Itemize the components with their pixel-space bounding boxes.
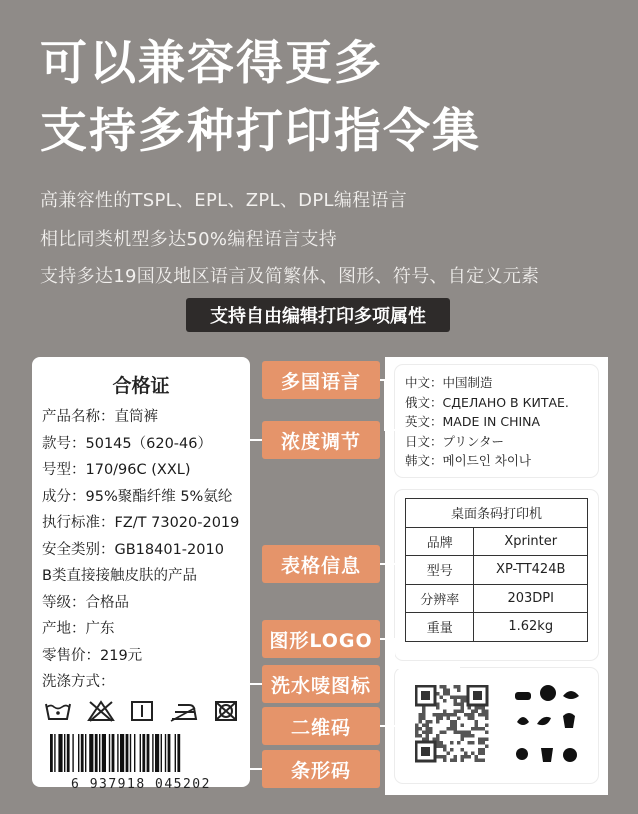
barcode-bar [54,734,55,772]
spec-label: 分辨率 [406,584,474,613]
qr-module [443,689,447,693]
headline-line1: 可以兼容得更多 [40,36,383,91]
qr-module [471,752,475,756]
qr-module [443,685,447,689]
qr-module [426,724,430,728]
qr-module [482,741,486,745]
spec-value: Xprinter [474,527,588,556]
qr-module [475,706,479,710]
qr-module [457,696,461,700]
qr-module [454,724,458,728]
headline-line2: 支持多种打印指令集 [40,104,481,159]
qr-module [482,713,486,717]
qr-module [461,738,465,742]
spec-value: XP-TT424B [474,556,588,585]
wash-tub-icon [44,700,72,722]
qr-module [454,727,458,731]
barcode-bar [64,734,65,772]
qr-module [440,755,444,759]
spec-table-card [395,490,598,660]
qr-module [461,734,465,738]
tumble-dry-icon [130,700,154,722]
qr-module [440,741,444,745]
qr-module [436,755,440,759]
barcode-bar [177,734,180,772]
qr-module [457,710,461,714]
cert-row-style: 款号：50145（620-46） [42,435,212,452]
qr-module [461,696,465,700]
qr-module [415,731,419,735]
qr-module [422,724,426,728]
language-card [395,365,598,477]
qr-module [468,734,472,738]
logo-panel [385,665,608,795]
qr-module [457,731,461,735]
qr-module [475,755,479,759]
spec-table-title: 桌面条码打印机 [406,499,588,528]
qr-module [454,731,458,735]
cert-row-composition: 成分：95%聚酯纤维 5%氨纶 [42,488,233,505]
qr-module [447,689,451,693]
qr-module [422,717,426,721]
qr-module [464,713,468,717]
qr-module [415,724,419,728]
qr-module [426,734,430,738]
lang-korean: 韩文：메이드인 차이나 [405,453,531,468]
qr-module [478,727,482,731]
qr-module [471,717,475,721]
qr-module [447,717,451,721]
qr-module [482,710,486,714]
qr-module [485,745,489,749]
spec-label: 重量 [406,613,474,642]
qr-module [433,738,437,742]
qr-module [422,713,426,717]
barcode-bar [50,734,53,772]
qr-module [468,717,472,721]
qr-module [443,710,447,714]
barcode-bar [112,734,115,772]
table-row [406,499,588,528]
qr-module [485,717,489,721]
qr-module [450,713,454,717]
table-row [406,556,588,585]
qr-module [457,741,461,745]
barcode-bar [95,734,98,772]
barcode-bar [109,734,110,772]
barcode-bar [85,734,86,772]
tag-care: 洗水唛图标 [262,665,380,703]
barcode-bar [152,734,153,772]
qr-module [454,710,458,714]
lang-russian: 俄文：СДЕЛАНО В КИТАЕ. [405,394,569,410]
qr-module [471,741,475,745]
qr-module [447,752,451,756]
qr-module [443,699,447,703]
qr-module [443,692,447,696]
cert-row-name: 产品名称：直筒裤 [42,409,158,425]
qr-module [461,755,465,759]
qr-module [426,738,430,742]
qr-module [426,727,430,731]
qr-module [447,727,451,731]
language-panel [385,357,608,482]
qr-finder-center [421,691,430,700]
qr-module [457,703,461,707]
qr-module [464,752,468,756]
food-icons-graphic [513,682,585,772]
barcode-bar [81,734,84,772]
qr-module [475,727,479,731]
qr-module [440,713,444,717]
barcode-bar [161,734,162,772]
tag-qrcode: 二维码 [262,707,380,745]
care-icons-row [42,700,240,722]
qr-module [461,731,465,735]
qr-module [450,759,454,763]
barcode-bar [72,734,73,772]
barcode-bar [120,734,124,772]
qr-module [461,706,465,710]
qr-module [478,748,482,752]
qr-module [440,717,444,721]
barcode [42,734,240,792]
qr-module [482,752,486,756]
barcode-bar [117,734,118,772]
qr-module [440,731,444,735]
qr-module [415,734,419,738]
qr-module [471,734,475,738]
qr-module [485,710,489,714]
no-tumble-dry-icon [214,700,238,722]
qr-module [457,717,461,721]
tag-barcode: 条形码 [262,750,380,788]
cert-row-wash: 洗涤方式： [42,674,115,690]
barcode-bar [67,734,70,772]
iron-icon [169,700,199,722]
qr-module [454,685,458,689]
qr-module [450,727,454,731]
qr-module [454,720,458,724]
logo-card [395,668,598,783]
qr-module [478,713,482,717]
tag-logo: 图形LOGO [262,620,380,658]
qr-module [422,710,426,714]
qr-module [440,696,444,700]
qr-module [475,724,479,728]
barcode-bar [165,734,166,772]
qr-module [482,748,486,752]
qr-module [422,731,426,735]
qr-module [461,759,465,763]
qr-module [454,759,458,763]
cert-row-price: 零售价：219元 [42,647,143,664]
qr-module [457,685,461,689]
qr-module [436,741,440,745]
qr-module [419,713,423,717]
qr-module [468,706,472,710]
qr-module [429,731,433,735]
qr-finder-center [473,691,482,700]
spec-label: 型号 [406,556,474,585]
qr-module [447,713,451,717]
qr-module [482,706,486,710]
qr-module [475,720,479,724]
spec-value: 1.62kg [474,613,588,642]
table-row [406,584,588,613]
qr-module [436,734,440,738]
qr-module [419,720,423,724]
subtitle-3: 支持多达19国及地区语言及简繁体、图形、符号、自定义元素 [40,266,540,287]
qr-module [419,734,423,738]
qr-module [464,731,468,735]
qr-finder-center [421,747,430,756]
tag-density: 浓度调节 [262,421,380,459]
qr-module [464,734,468,738]
spec-label: 品牌 [406,527,474,556]
qr-module [471,727,475,731]
qr-module [461,724,465,728]
qr-module [471,713,475,717]
qr-module [482,727,486,731]
qr-module [440,685,444,689]
lang-japanese: 日文：プリンター [405,433,505,449]
barcode-bar [140,734,141,772]
table-row [406,527,588,556]
feature-badge: 支持自由编辑打印多项属性 [186,298,450,332]
table-row [406,613,588,642]
lang-english: 英文：MADE IN CHINA [405,414,541,429]
qr-module [461,699,465,703]
qr-module [419,717,423,721]
qr-module [447,692,451,696]
spec-value: 203DPI [474,584,588,613]
cert-row-safety: 安全类别：GB18401-2010 [42,541,224,558]
qr-module [436,717,440,721]
qr-module [436,720,440,724]
barcode-bar [168,734,171,772]
qr-module [429,727,433,731]
qr-module [478,738,482,742]
qr-module [485,731,489,735]
qr-module [464,755,468,759]
cert-row-standard: 执行标准：FZ/T 73020-2019 [42,515,240,531]
cert-row-size: 号型：170/96C (XXL) [42,462,191,478]
qr-module [454,696,458,700]
qr-module [443,748,447,752]
qr-module [478,706,482,710]
no-bleach-icon [87,700,115,722]
barcode-bar [102,734,106,772]
qr-module [461,703,465,707]
qr-code-icon [415,685,489,763]
qr-module [443,731,447,735]
qr-module [485,724,489,728]
qr-module [482,738,486,742]
barcode-bar [147,734,150,772]
barcode-bar [175,734,176,772]
cert-row-class: B类直接接触皮肤的产品 [42,568,197,584]
qr-module [461,710,465,714]
spec-table [405,498,588,642]
qr-module [433,713,437,717]
tag-table: 表格信息 [262,545,380,583]
qr-module [422,738,426,742]
tag-multilang: 多国语言 [262,361,380,399]
barcode-bar [126,734,129,772]
qr-module [436,706,440,710]
qr-module [454,703,458,707]
qr-module [485,713,489,717]
qr-module [443,713,447,717]
qr-module [443,745,447,749]
qr-module [450,748,454,752]
subtitle-2: 相比同类机型多达50%编程语言支持 [40,229,338,250]
qr-module [457,689,461,693]
qr-module [436,738,440,742]
qr-module [436,692,440,696]
qr-module [478,752,482,756]
cert-row-origin: 产地：广东 [42,621,115,637]
qr-module [443,755,447,759]
qr-module [429,720,433,724]
qr-module [422,706,426,710]
qr-module [468,713,472,717]
barcode-bar [89,734,93,772]
qr-module [454,755,458,759]
qr-module [450,741,454,745]
subtitle-1: 高兼容性的TSPL、EPL、ZPL、DPL编程语言 [40,190,408,211]
barcode-bars [42,734,240,772]
qr-module [461,748,465,752]
qr-module [475,710,479,714]
qr-module [443,759,447,763]
qr-module [450,724,454,728]
qr-module [454,699,458,703]
qr-module [478,759,482,763]
barcode-bar [99,734,100,772]
barcode-bar [142,734,145,772]
qr-module [419,727,423,731]
qr-module [436,713,440,717]
barcode-bar [58,734,62,772]
barcode-number: 6 937918 045202 [71,776,211,792]
qr-module [468,755,472,759]
qr-module [485,738,489,742]
certificate-title: 合格证 [112,375,170,397]
table-panel [385,482,608,665]
qr-module [468,741,472,745]
qr-module [436,745,440,749]
qr-module [415,727,419,731]
qr-module [440,745,444,749]
lang-chinese: 中文：中国制造 [405,375,493,390]
qr-module [482,759,486,763]
qr-module [471,710,475,714]
qr-module [468,731,472,735]
qr-module [475,759,479,763]
barcode-bar [78,734,79,772]
qr-module [450,696,454,700]
qr-module [450,720,454,724]
barcode-bar [134,734,135,772]
cert-row-grade: 等级：合格品 [42,594,129,611]
qr-module [426,731,430,735]
barcode-bar [130,734,131,772]
qr-module [426,720,430,724]
qr-module [436,703,440,707]
certificate-card [32,357,250,792]
qr-module [478,741,482,745]
qr-module [454,713,458,717]
barcode-bar [155,734,159,772]
